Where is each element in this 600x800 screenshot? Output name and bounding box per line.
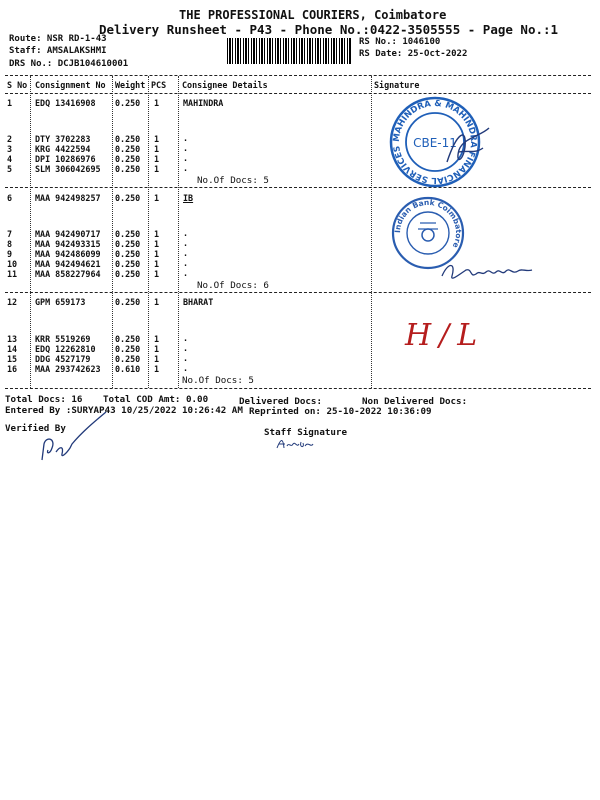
col-header-sno: S No (7, 80, 28, 90)
total-docs: Total Docs: 16 (5, 394, 83, 405)
table-row-sno: 14 (7, 344, 18, 354)
column-divider (112, 76, 113, 388)
entered-by: Entered By :SURYAP43 10/25/2022 10:26:42 AM (5, 405, 243, 416)
table-row-pcs: 1 (154, 334, 160, 344)
consignee-dot: . (183, 333, 189, 343)
table-row-consignment: MAA 858227964 (35, 269, 101, 279)
table-row-consignment: MAA 942493315 (35, 239, 101, 249)
consignee-name: MAHINDRA (183, 98, 224, 108)
table-row-pcs: 1 (154, 239, 160, 249)
table-row-sno: 7 (7, 229, 13, 239)
no-of-docs: No.Of Docs: 5 (197, 175, 269, 186)
divider (5, 292, 591, 293)
table-row-consignment: KRG 4422594 (35, 144, 91, 154)
table-row-sno: 11 (7, 269, 18, 279)
table-row-pcs: 1 (154, 134, 160, 144)
table-row-weight: 0.250 (115, 259, 141, 269)
consignee-dot: . (183, 153, 189, 163)
consignee-dot: . (183, 163, 189, 173)
table-row-sno: 15 (7, 354, 18, 364)
verified-by-label: Verified By (5, 423, 66, 434)
table-row-consignment: EDQ 13416908 (35, 98, 96, 108)
table-row-consignment: DPI 10286976 (35, 154, 96, 164)
consignee-dot: . (183, 133, 189, 143)
staff-signature (275, 436, 315, 450)
table-row-sno: 5 (7, 164, 13, 174)
no-of-docs: No.Of Docs: 6 (197, 280, 269, 291)
table-row-consignment: DDG 4527179 (35, 354, 91, 364)
reprinted-on: Reprinted on: 25-10-2022 10:36:09 (249, 406, 432, 417)
table-row-consignment: KRR 5519269 (35, 334, 91, 344)
table-row-consignment: DTY 3702283 (35, 134, 91, 144)
table-row-sno: 10 (7, 259, 18, 269)
staff-signature-label: Staff Signature (264, 427, 347, 438)
table-row-weight: 0.250 (115, 344, 141, 354)
table-row-consignment: MAA 942490717 (35, 229, 101, 239)
consignee-dot: . (183, 343, 189, 353)
table-row-pcs: 1 (154, 364, 160, 374)
table-row-pcs: 1 (154, 98, 160, 108)
consignee-name: BHARAT (183, 297, 214, 307)
table-row-weight: 0.250 (115, 354, 141, 364)
table-row-weight: 0.250 (115, 334, 141, 344)
col-header-weight: Weight (115, 80, 146, 90)
table-row-weight: 0.250 (115, 193, 141, 203)
divider (5, 75, 591, 76)
svg-text:Indian Bank Coimbatore: Indian Bank Coimbatore (392, 197, 464, 250)
verifier-signature (30, 408, 110, 468)
consignee-dot: . (183, 238, 189, 248)
rs-date: RS Date: 25-Oct-2022 (359, 49, 468, 59)
table-row-pcs: 1 (154, 154, 160, 164)
consignee-dot: . (183, 143, 189, 153)
consignee-dot: . (183, 353, 189, 363)
delivered-docs: Delivered Docs: (239, 396, 322, 407)
col-header-consignment: Consignment No (35, 80, 106, 90)
table-row-pcs: 1 (154, 354, 160, 364)
table-row-pcs: 1 (154, 229, 160, 239)
column-divider (371, 76, 372, 388)
table-row-weight: 0.250 (115, 134, 141, 144)
consignee-dot: . (183, 268, 189, 278)
table-row-weight: 0.250 (115, 269, 141, 279)
table-row-sno: 8 (7, 239, 13, 249)
drs-number: DRS No.: DCJB104610001 (9, 59, 129, 69)
table-row-consignment: EDQ 12262810 (35, 344, 96, 354)
consignee-dot: . (183, 258, 189, 268)
table-row-weight: 0.250 (115, 154, 141, 164)
table-row-weight: 0.250 (115, 164, 141, 174)
table-row-pcs: 1 (154, 259, 160, 269)
consignee-dot: . (183, 363, 189, 373)
table-row-weight: 0.610 (115, 364, 141, 374)
table-row-pcs: 1 (154, 249, 160, 259)
handwritten-hl-mark: H/L (405, 318, 486, 353)
table-row-weight: 0.250 (115, 249, 141, 259)
column-divider (30, 76, 31, 388)
table-row-sno: 9 (7, 249, 13, 259)
svg-text:CBE-11: CBE-11 (413, 136, 457, 150)
rs-number: RS No.: 1046100 (359, 37, 441, 47)
table-row-sno: 6 (7, 193, 13, 203)
table-row-pcs: 1 (154, 344, 160, 354)
company-title: THE PROFESSIONAL COURIERS, Coimbatore (179, 8, 447, 22)
table-row-consignment: MAA 293742623 (35, 364, 101, 374)
divider (5, 388, 591, 389)
table-row-consignment: MAA 942498257 (35, 193, 101, 203)
total-cod-amount: Total COD Amt: 0.00 (103, 394, 209, 405)
table-row-consignment: MAA 942494621 (35, 259, 101, 269)
barcode (227, 38, 352, 64)
table-row-consignment: SLM 306042695 (35, 164, 101, 174)
table-row-pcs: 1 (154, 193, 160, 203)
col-header-signature: Signature (374, 80, 420, 90)
route-label: Route: NSR RD-1-43 (9, 34, 107, 44)
column-divider (148, 76, 149, 388)
table-row-weight: 0.250 (115, 229, 141, 239)
handwritten-signature (438, 256, 538, 286)
table-row-pcs: 1 (154, 164, 160, 174)
table-row-pcs: 1 (154, 144, 160, 154)
table-row-weight: 0.250 (115, 297, 141, 307)
table-row-pcs: 1 (154, 269, 160, 279)
table-row-sno: 3 (7, 144, 13, 154)
table-row-sno: 4 (7, 154, 13, 164)
consignee-dot: . (183, 248, 189, 258)
table-row-sno: 1 (7, 98, 13, 108)
no-of-docs: No.Of Docs: 5 (182, 375, 254, 386)
col-header-pcs: PCS (151, 80, 167, 90)
staff-label: Staff: AMSALAKSHMI (9, 46, 107, 56)
table-row-consignment: GPM 659173 (35, 297, 86, 307)
mahindra-stamp (385, 92, 505, 192)
table-row-pcs: 1 (154, 297, 160, 307)
table-row-sno: 16 (7, 364, 18, 374)
table-row-sno: 2 (7, 134, 13, 144)
table-row-weight: 0.250 (115, 98, 141, 108)
table-row-sno: 13 (7, 334, 18, 344)
column-divider (178, 76, 179, 388)
table-row-consignment: MAA 942486099 (35, 249, 101, 259)
consignee-name: IB (183, 193, 194, 203)
table-row-weight: 0.250 (115, 239, 141, 249)
runsheet-title: Delivery Runsheet - P43 - Phone No.:0422-3505555 - Page No.:1 (99, 22, 559, 37)
non-delivered-docs: Non Delivered Docs: (362, 396, 468, 407)
table-row-sno: 12 (7, 297, 18, 307)
col-header-consignee: Consignee Details (182, 80, 268, 90)
svg-text:MAHINDRA & MAHINDRA FINANCIAL: MAHINDRA & MAHINDRA FINANCIAL SERVICES (391, 98, 479, 186)
consignee-dot: . (183, 228, 189, 238)
table-row-weight: 0.250 (115, 144, 141, 154)
